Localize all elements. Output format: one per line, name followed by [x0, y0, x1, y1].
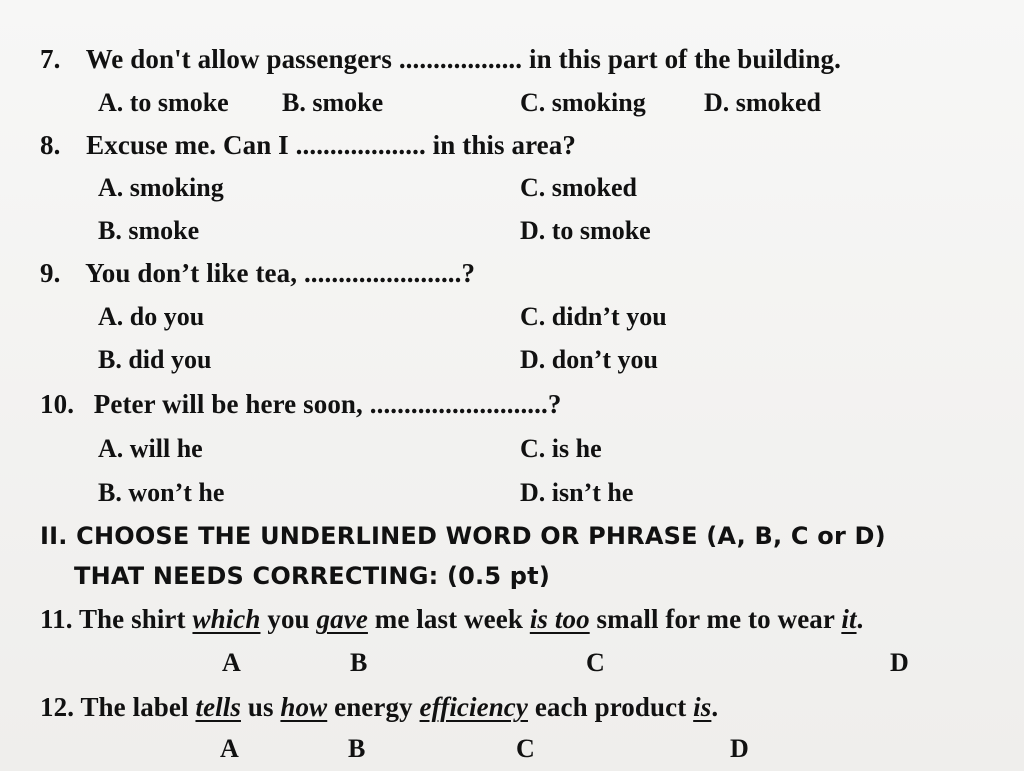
option-a: A. will he	[98, 434, 203, 463]
question-text: ?	[461, 258, 476, 288]
answer-blank: ...................	[295, 130, 426, 160]
section-2-heading: II. CHOOSE THE UNDERLINED WORD OR PHRASE (A, B, C or D)	[40, 522, 886, 550]
question-8	[40, 130, 576, 161]
option-b: B. smoke	[98, 216, 200, 245]
option-c: C. is he	[520, 434, 602, 463]
option-d: D. smoked	[704, 88, 822, 117]
underlined-option-a: which	[192, 604, 261, 634]
question-text: in this area?	[432, 130, 576, 160]
option-letter-c: C	[516, 734, 535, 763]
question-number: 8.	[40, 130, 61, 160]
option-b: B. smoke	[282, 88, 384, 117]
question-text: The shirt	[78, 604, 186, 634]
question-text: Excuse me. Can I	[86, 130, 289, 160]
answer-blank: ..................	[398, 44, 523, 74]
question-text: you	[267, 604, 310, 634]
question-text: each product	[534, 692, 687, 722]
answer-blank: ..........................	[369, 389, 548, 419]
question-text: You don’t like tea,	[85, 258, 298, 288]
section-2-subheading: THAT NEEDS CORRECTING: (0.5 pt)	[74, 562, 551, 590]
question-number: 10.	[40, 389, 75, 419]
question-text: in this part of the building.	[529, 44, 841, 74]
question-10	[40, 389, 561, 420]
question-text: .	[711, 692, 719, 722]
option-d: D. to smoke	[520, 216, 651, 245]
option-b: B. won’t he	[98, 478, 225, 507]
option-c: C. didn’t you	[520, 302, 667, 331]
option-letter-a: A	[222, 648, 241, 677]
option-a: A. to smoke	[98, 88, 229, 117]
question-12	[40, 692, 718, 723]
option-letter-c: C	[586, 648, 605, 677]
option-a: A. do you	[98, 302, 205, 331]
option-c: C. smoked	[520, 173, 638, 202]
option-letter-d: D	[890, 648, 909, 677]
question-7	[40, 44, 841, 75]
question-text: Peter will be here soon,	[93, 389, 363, 419]
question-text: .	[856, 604, 864, 634]
question-number: 12.	[40, 692, 75, 722]
answer-blank: .......................	[303, 258, 462, 288]
question-text: The label	[80, 692, 189, 722]
question-11	[40, 604, 863, 635]
option-d: D. don’t you	[520, 345, 658, 374]
question-number: 9.	[40, 258, 61, 288]
question-number: 11.	[40, 604, 73, 634]
question-text: ?	[547, 389, 562, 419]
option-b: B. did you	[98, 345, 212, 374]
question-text: us	[247, 692, 274, 722]
underlined-option-c: is too	[529, 604, 590, 634]
question-number: 7.	[40, 44, 61, 74]
underlined-option-b: gave	[316, 604, 368, 634]
option-letter-a: A	[220, 734, 239, 763]
option-letter-d: D	[730, 734, 749, 763]
option-c: C. smoking	[520, 88, 646, 117]
option-a: A. smoking	[98, 173, 224, 202]
underlined-option-a: tells	[195, 692, 241, 722]
underlined-option-d: it	[841, 604, 857, 634]
option-letter-b: B	[348, 734, 366, 763]
question-text: energy	[334, 692, 413, 722]
question-text: We don't allow passengers	[85, 44, 392, 74]
option-d: D. isn’t he	[520, 478, 634, 507]
option-letter-b: B	[350, 648, 368, 677]
question-9	[40, 258, 475, 289]
question-text: small for me to wear	[596, 604, 835, 634]
question-text: me last week	[374, 604, 523, 634]
underlined-option-c: efficiency	[419, 692, 528, 722]
underlined-option-b: how	[280, 692, 328, 722]
underlined-option-d: is	[693, 692, 712, 722]
